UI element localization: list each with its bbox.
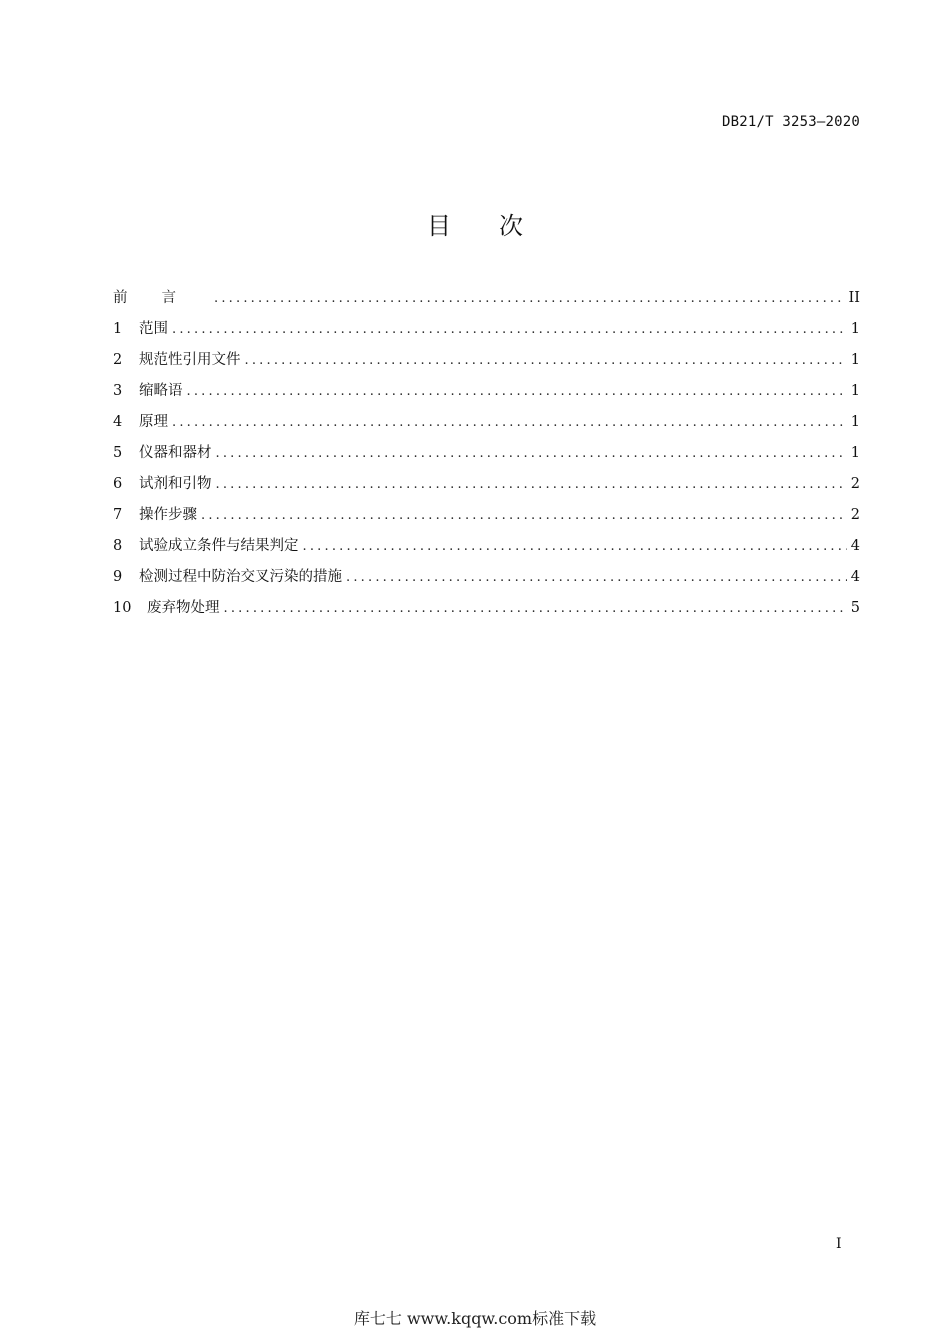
toc-entry-page: 1	[850, 352, 860, 368]
toc-entry-9[interactable]	[113, 565, 860, 596]
toc-entry-label: 缩略语	[139, 383, 183, 399]
toc-leader-dots	[187, 380, 847, 404]
toc-entry-8[interactable]	[113, 534, 860, 565]
toc-entry-page: 1	[850, 414, 860, 430]
toc-leader-dots	[245, 349, 847, 373]
toc-entry-number: 10	[113, 600, 132, 616]
toc-leader-dots	[224, 597, 847, 621]
toc-entry-foreword[interactable]	[113, 286, 860, 317]
toc-leader-dots	[216, 442, 847, 466]
toc-entry-page: 5	[850, 600, 860, 616]
toc-entry-number: 3	[113, 383, 123, 399]
toc-leader-dots	[346, 566, 847, 590]
toc-leader-dots	[303, 535, 847, 559]
toc-entry-page: 1	[850, 445, 860, 461]
table-of-contents	[113, 286, 860, 627]
page-title-char-2: 次	[499, 212, 523, 240]
toc-entry-1[interactable]	[113, 317, 860, 348]
standard-code: DB21/T 3253—2020	[721, 114, 860, 130]
watermark-text: 库七七 www.kqqw.com标准下载	[353, 1309, 597, 1328]
toc-entry-4[interactable]	[113, 410, 860, 441]
page-title	[0, 206, 950, 241]
toc-entry-10[interactable]	[113, 596, 860, 627]
toc-entry-label: 试剂和引物	[139, 476, 212, 492]
toc-entry-label: 检测过程中防治交叉污染的措施	[139, 569, 342, 585]
toc-entry-label: 废弃物处理	[147, 600, 220, 616]
toc-entry-page: 1	[850, 321, 860, 337]
toc-leader-dots	[216, 473, 847, 497]
toc-entry-label: 试验成立条件与结果判定	[139, 538, 299, 554]
toc-entry-7[interactable]	[113, 503, 860, 534]
toc-entry-label: 规范性引用文件	[139, 352, 241, 368]
toc-entry-page: 2	[850, 507, 860, 523]
toc-entry-number: 1	[113, 321, 123, 337]
toc-entry-label: 原理	[139, 414, 168, 430]
toc-entry-number: 2	[113, 352, 123, 368]
toc-entry-label: 仪器和器材	[139, 445, 212, 461]
toc-entry-6[interactable]	[113, 472, 860, 503]
toc-entry-5[interactable]	[113, 441, 860, 472]
toc-entry-number: 6	[113, 476, 123, 492]
toc-entry-page: 1	[850, 383, 860, 399]
toc-entry-label: 操作步骤	[139, 507, 197, 523]
toc-entry-page: 4	[850, 569, 860, 585]
toc-entry-number: 4	[113, 414, 123, 430]
toc-entry-number: 5	[113, 445, 123, 461]
toc-entry-number: 8	[113, 538, 123, 554]
toc-entry-page: II	[848, 290, 860, 306]
page-number: I	[836, 1236, 842, 1252]
toc-leader-dots	[172, 411, 847, 435]
toc-leader-dots	[214, 287, 845, 311]
toc-leader-dots	[201, 504, 847, 528]
toc-entry-label: 范围	[139, 321, 168, 337]
toc-entry-page: 4	[850, 538, 860, 554]
toc-entry-label: 前言	[113, 290, 210, 306]
toc-entry-number: 9	[113, 569, 123, 585]
page-title-char-1: 目	[427, 212, 451, 240]
toc-entry-3[interactable]	[113, 379, 860, 410]
toc-entry-number: 7	[113, 507, 123, 523]
toc-leader-dots	[172, 318, 847, 342]
toc-entry-page: 2	[850, 476, 860, 492]
toc-entry-2[interactable]	[113, 348, 860, 379]
